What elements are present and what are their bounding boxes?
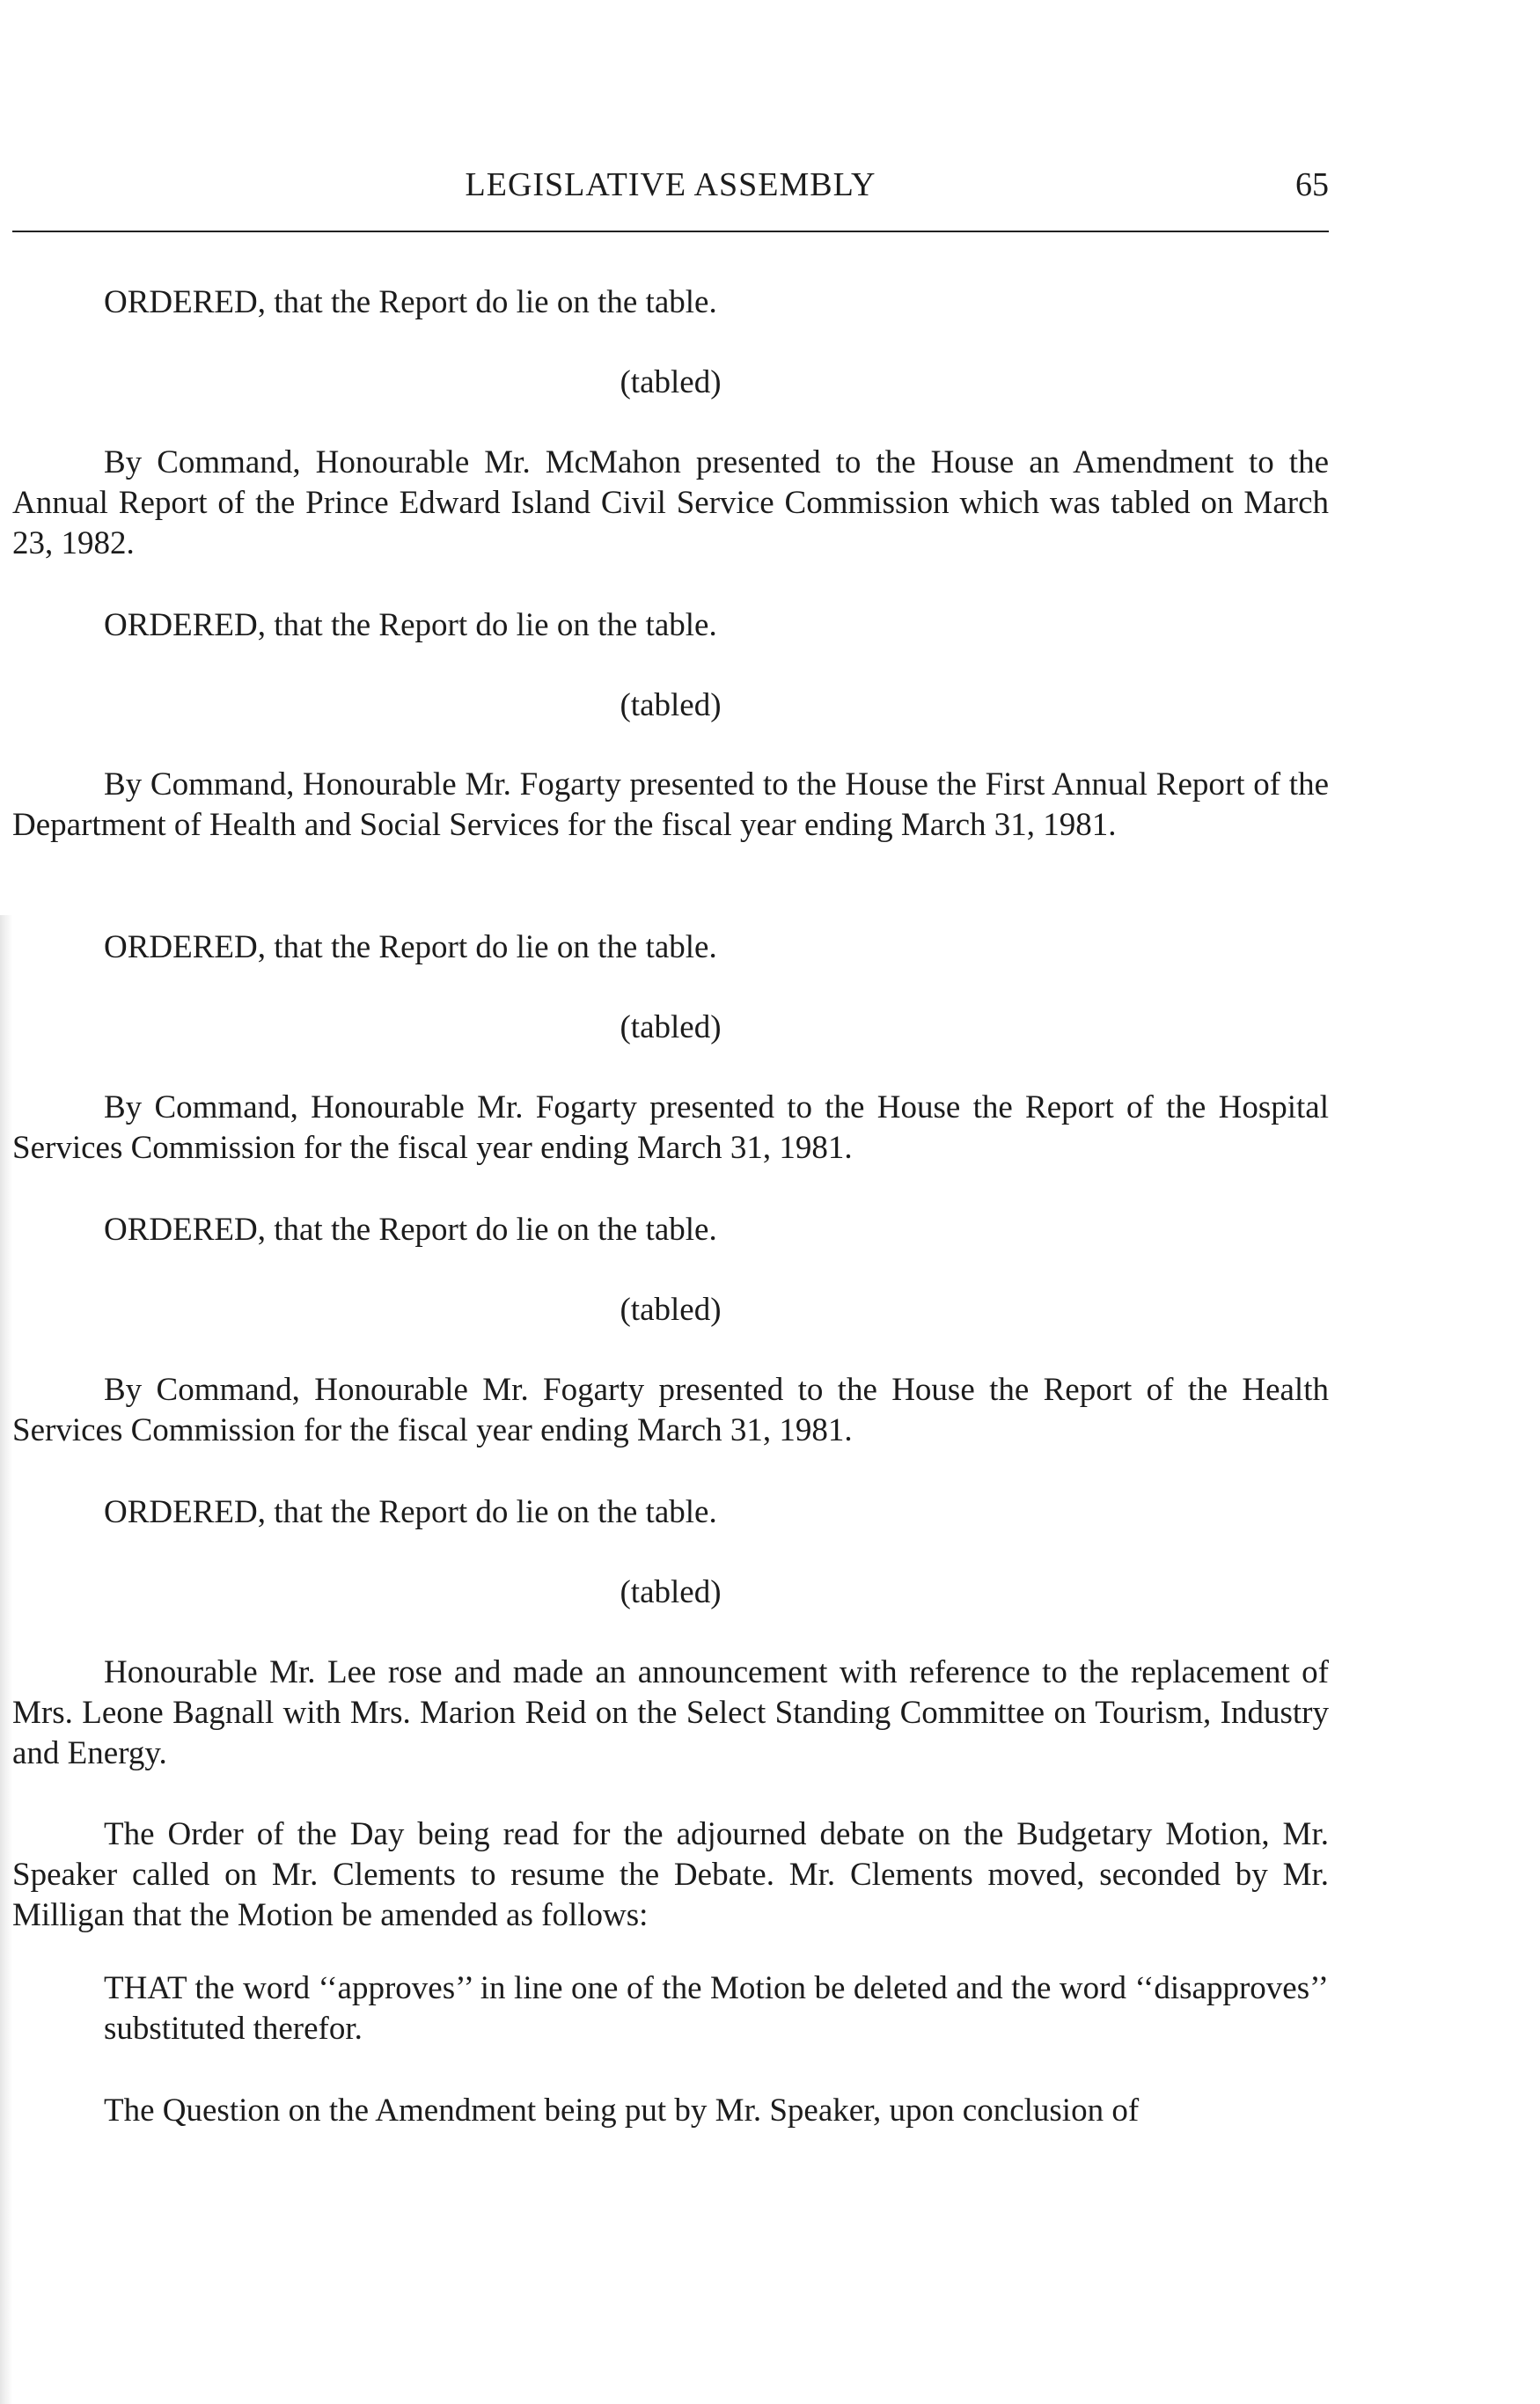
paragraph: By Command, Honourable Mr. Fogarty presented to the House the Report of the Health Services Commission for the fiscal year ending March 31, 1981.	[12, 1372, 1329, 1448]
ordered-line: ORDERED, that the Report do lie on the table.	[104, 1212, 717, 1248]
paragraph: The Order of the Day being read for the adjourned debate on the Budgetary Motion, Mr. Speaker called on Mr. Clements to resume the Debate. Mr. Clements moved, seconded by Mr. Milligan that the Motion be amended as follows:	[12, 1816, 1329, 1933]
tabled-note: (tabled)	[620, 364, 722, 400]
paragraph: By Command, Honourable Mr. Fogarty presented to the House the Report of the Hospital Services Commission for the fiscal year ending March 31, 1981.	[12, 1089, 1329, 1166]
amendment-quote: THAT the word ‘‘approves’’ in line one of the Motion be deleted and the word ‘‘disapproves’’ substituted therefor.	[104, 1970, 1329, 2047]
ordered-line: ORDERED, that the Report do lie on the table.	[104, 284, 717, 320]
ordered-line: ORDERED, that the Report do lie on the table.	[104, 1494, 717, 1530]
tabled-note: (tabled)	[620, 687, 722, 723]
tabled-note: (tabled)	[620, 1292, 722, 1328]
ordered-line: ORDERED, that the Report do lie on the table.	[104, 607, 717, 643]
paragraph: By Command, Honourable Mr. McMahon presented to the House an Amendment to the Annual Report of the Prince Edward Island Civil Service Commission which was tabled on March 23, 1982.	[12, 444, 1329, 561]
tabled-note: (tabled)	[620, 1009, 722, 1045]
paragraph-start: The Question on the Amendment being put by Mr. Speaker, upon conclusion of	[104, 2093, 1140, 2129]
ordered-line: ORDERED, that the Report do lie on the table.	[104, 929, 717, 965]
header-title: LEGISLATIVE ASSEMBLY	[465, 166, 876, 203]
header-rule	[12, 231, 1329, 232]
paragraph: Honourable Mr. Lee rose and made an announcement with reference to the replacement of Mrs. Leone Bagnall with Mrs. Marion Reid on the Select Standing Committee on Tourism, Industry and Energy.	[12, 1654, 1329, 1771]
running-header	[12, 165, 1329, 218]
tabled-note: (tabled)	[620, 1574, 722, 1610]
scan-edge-shadow	[0, 915, 12, 2404]
paragraph: By Command, Honourable Mr. Fogarty presented to the House the First Annual Report of the Department of Health and Social Services for the fiscal year ending March 31, 1981.	[12, 766, 1329, 843]
page-number: 65	[1295, 166, 1329, 203]
